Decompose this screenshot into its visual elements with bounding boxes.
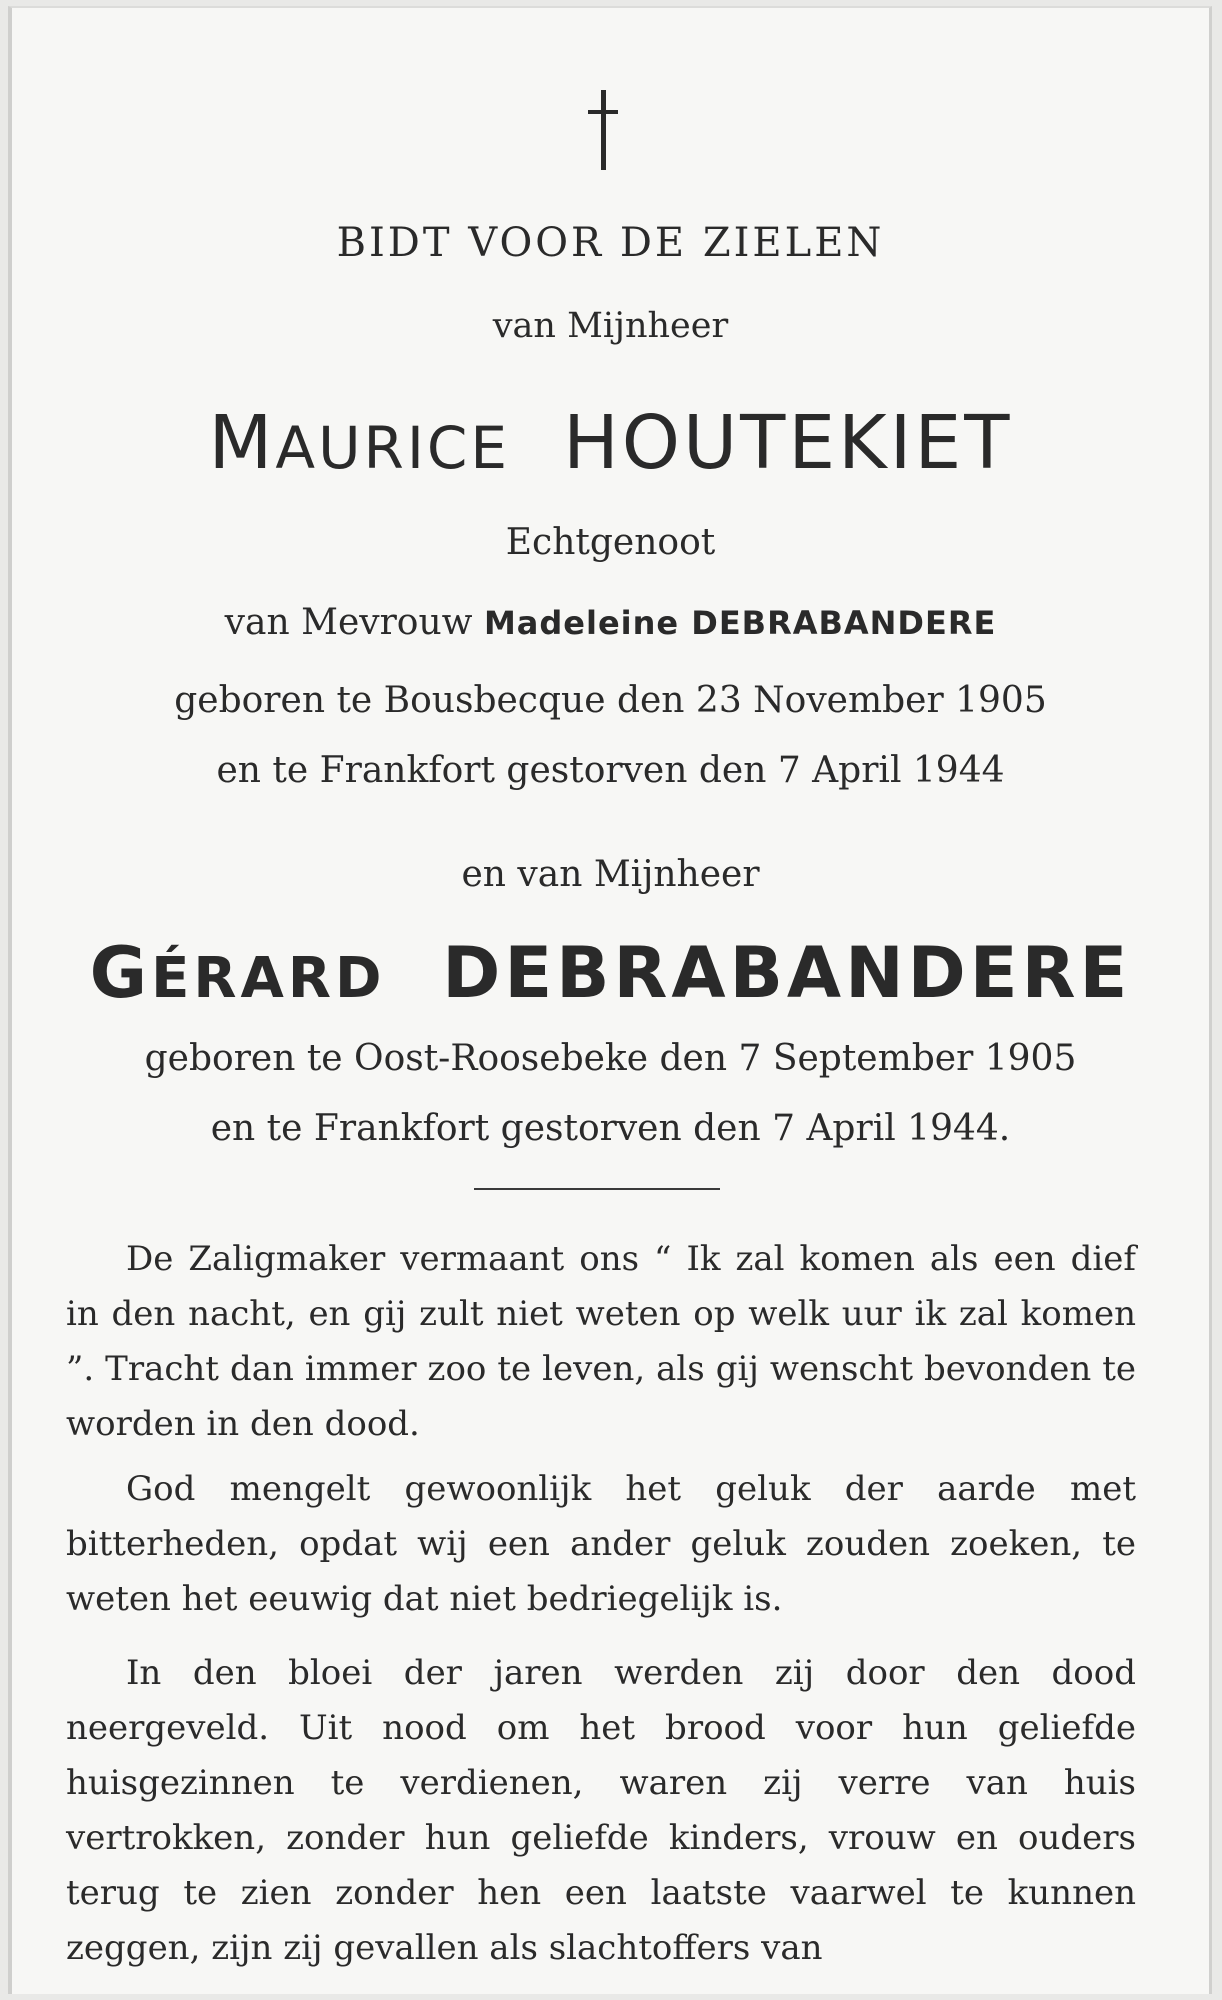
person1-first-rest: AURICE bbox=[275, 414, 511, 482]
person2-birth: geboren te Oost-Roosebeke den 7 September 1905 bbox=[144, 1038, 1077, 1079]
memorial-card bbox=[8, 6, 1212, 1994]
paragraph-1: De Zaligmaker vermaant ons “ Ik zal komen als een dief in den nacht, en gij zult niet weten op welk uur ik zal komen ”. Tracht dan immer zoo te leven, als gij wenscht bevonden te worden in den dood. bbox=[66, 1239, 1136, 1444]
card-header: BIDT VOOR DE ZIELEN bbox=[336, 220, 885, 266]
person1-first-initial: M bbox=[208, 400, 276, 486]
spouse-prefix: van Mevrouw bbox=[224, 602, 473, 643]
paragraph-3: In den bloei der jaren werden zij door den dood neergeveld. Uit nood om het brood voor hun geliefde huisgezinnen te verdienen, waren zij verre van huis vertrokken, zonder hun geliefde kinders, vrouw en ouders terug te zien zonder hen een laatste vaarwel te kunnen zeggen, zijn zij gevallen als slachtoffers van bbox=[66, 1653, 1136, 1968]
person2-name bbox=[12, 932, 1209, 1014]
person1-last-name: HOUTEKIET bbox=[563, 400, 1013, 486]
cross-icon bbox=[588, 90, 618, 170]
spouse-name: Madeleine DEBRABANDERE bbox=[483, 604, 997, 642]
person1-birth: geboren te Bousbecque den 23 November 1905 bbox=[174, 680, 1047, 721]
person2-intro: en van Mijnheer bbox=[461, 854, 760, 895]
section-divider bbox=[474, 1188, 720, 1190]
person2-last-name: DEBRABANDERE bbox=[442, 932, 1132, 1014]
person2-first-initial: G bbox=[89, 932, 152, 1014]
person2-death: en te Frankfort gestorven den 7 April 1944. bbox=[210, 1108, 1011, 1149]
spouse-line bbox=[12, 602, 1209, 643]
paragraph-2: God mengelt gewoonlijk het geluk der aarde met bitterheden, opdat wij een ander geluk zouden zoeken, te weten het eeuwig dat niet bedriegelijk is. bbox=[66, 1469, 1136, 1619]
person2-first-rest: ÉRARD bbox=[151, 946, 386, 1011]
person1-intro: van Mijnheer bbox=[492, 306, 729, 346]
person1-death: en te Frankfort gestorven den 7 April 1944 bbox=[216, 750, 1005, 791]
person1-relation: Echtgenoot bbox=[505, 522, 716, 563]
person1-name bbox=[12, 400, 1209, 486]
